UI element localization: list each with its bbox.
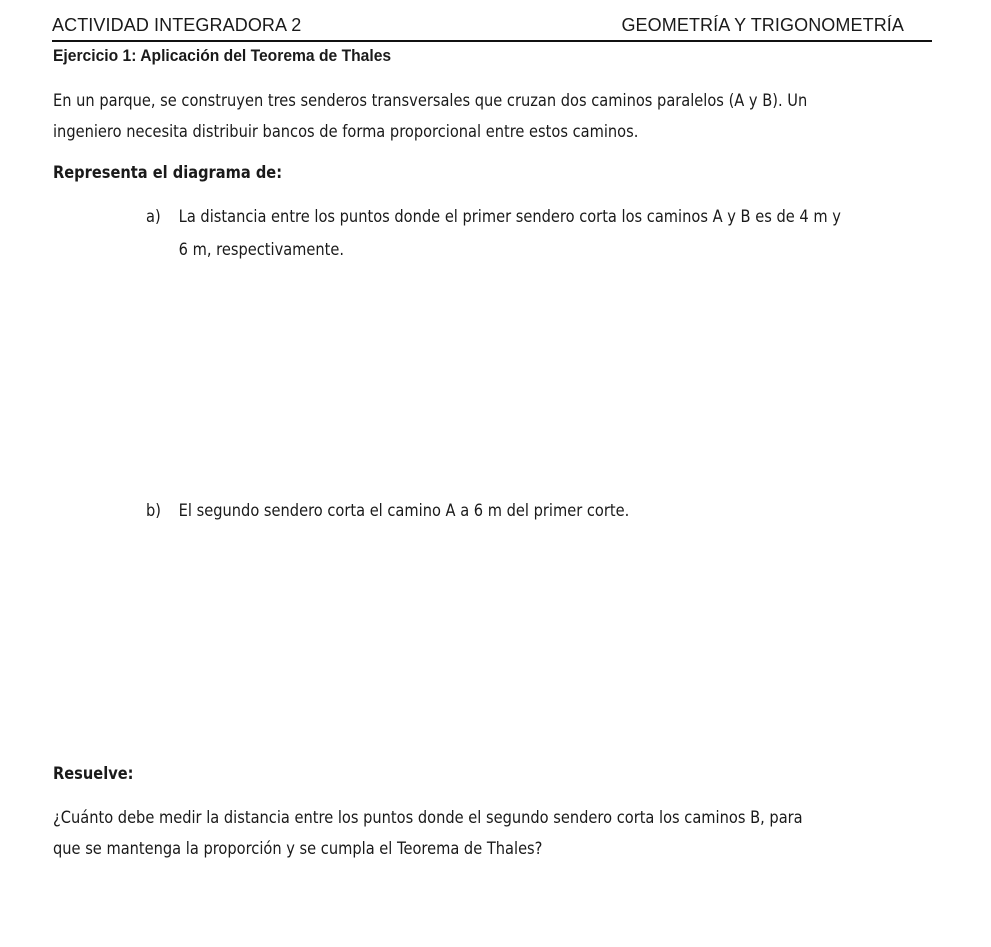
header-subject-title: GEOMETRÍA Y TRIGONOMETRÍA (621, 15, 904, 35)
list-item-b (146, 495, 629, 528)
page-header (52, 14, 932, 42)
list-item-a (146, 201, 841, 267)
list-item-b-text: El segundo sendero corta el camino A a 6 m del primer corte. (178, 501, 630, 521)
list-item-a-text-line-2: 6 m, respectivamente. (178, 240, 345, 260)
question (53, 803, 803, 865)
list-item-a-marker: a) (146, 207, 161, 227)
diagram-heading: Representa el diagrama de: (53, 163, 283, 183)
header-activity-title: ACTIVIDAD INTEGRADORA 2 (52, 15, 302, 35)
solve-heading: Resuelve: (53, 764, 134, 784)
exercise-title: Ejercicio 1: Aplicación del Teorema de Thales (53, 46, 392, 65)
list-item-a-text-line-1: La distancia entre los puntos donde el primer sendero corta los caminos A y B es de 4 m y (178, 207, 841, 227)
exercise-intro-line-1: En un parque, se construyen tres senderos transversales que cruzan dos caminos paralelos (A y B). Un (53, 91, 808, 111)
question-line-2: que se mantenga la proporción y se cumpla el Teorema de Thales? (53, 839, 543, 859)
exercise-intro (53, 86, 807, 148)
exercise-intro-line-2: ingeniero necesita distribuir bancos de forma proporcional entre estos caminos. (53, 122, 639, 142)
question-line-1: ¿Cuánto debe medir la distancia entre los puntos donde el segundo sendero corta los caminos B, para (53, 808, 803, 828)
list-item-b-marker: b) (146, 501, 161, 521)
